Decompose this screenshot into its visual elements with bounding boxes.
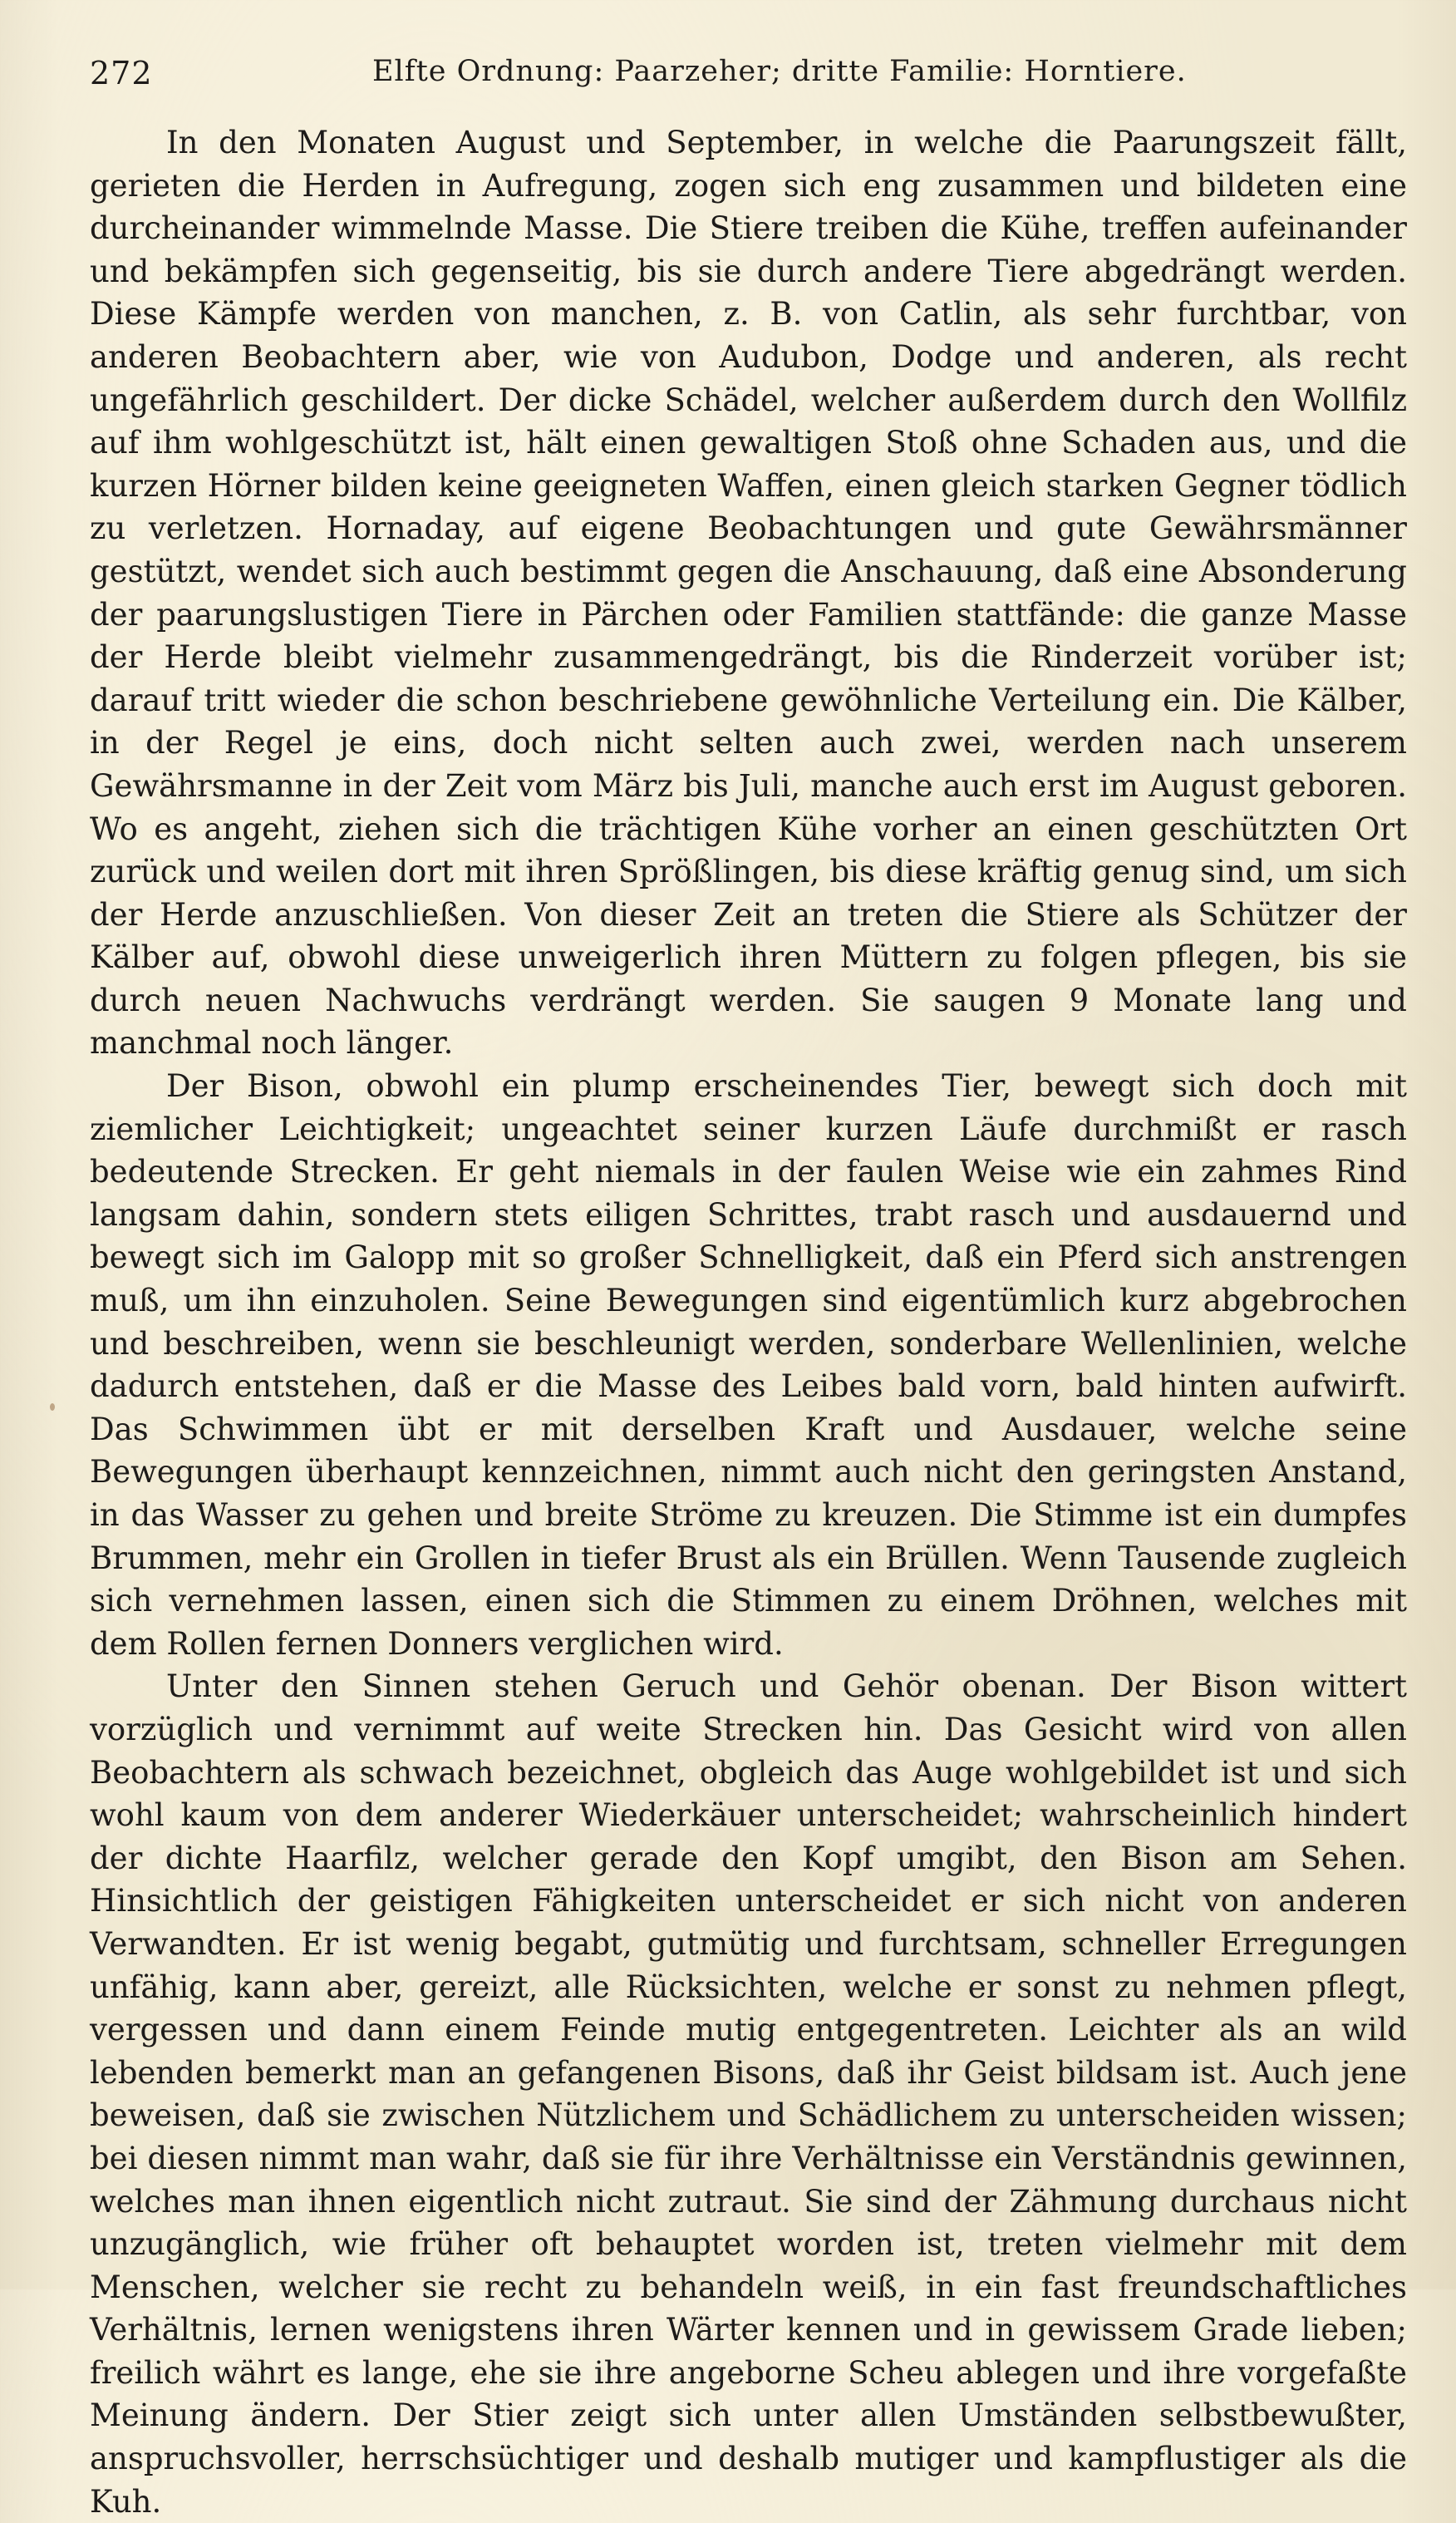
paragraph-senses-temperament: Unter den Sinnen stehen Geruch und Gehör obenan. Der Bison wittert vorzüglich und vernimmt auf weite Strecken hin. Das Gesicht wird von allen Beobachtern als schwach bezeichnet, obgleich das Auge wohlgebildet ist und sich wohl kaum von dem anderer Wiederkäuer unterscheidet; wahrscheinlich hindert der dichte Haarfilz, welcher gerade den Kopf umgibt, den Bison am Sehen. Hinsichtlich der geistigen Fähigkeiten unterscheidet er sich nicht von anderen Verwandten. Er ist wenig begabt, gutmütig und furchtsam, schneller Erregungen unfähig, kann aber, gereizt, alle Rücksichten, welche er sonst zu nehmen pflegt, vergessen und dann einem Feinde mutig entgegentreten. Leichter als an wild lebenden bemerkt man an gefangenen Bisons, daß ihr Geist bildsam ist. Auch jene beweisen, daß sie zwischen Nützlichem und Schädlichem zu unterscheiden wissen; bei diesen nimmt man wahr, daß sie für ihre Verhältnisse ein Verständnis gewinnen, welches man ihnen eigentlich nicht zutraut. Sie sind der Zähmung durchaus nicht unzugänglich, wie früher oft behauptet worden ist, treten vielmehr mit dem Menschen, welcher sie recht zu behandeln weiß, in ein fast freundschaftliches Verhältnis, lernen wenigstens ihren Wärter kennen und in gewissem Grade lieben; freilich währt es lange, ehe sie ihre angeborne Scheu ablegen und ihre vorgefaßte Meinung ändern. Der Stier zeigt sich unter allen Umständen selbstbewußter, anspruchsvoller, herrschsüchtiger und deshalb mutiger und kampflustiger als die Kuh. [90, 1668, 1407, 2520]
page-number: 272 [90, 55, 153, 91]
paragraph-mating-season: In den Monaten August und September, in welche die Paarungszeit fällt, gerieten die Herden in Aufregung, zogen sich eng zusammen und bildeten eine durcheinander wimmelnde Masse. Die Stiere treiben die Kühe, treffen aufeinander und bekämpfen sich gegenseitig, bis sie durch andere Tiere abgedrängt werden. Diese Kämpfe werden von manchen, z. B. von Catlin, als sehr furchtbar, von anderen Beobachtern aber, wie von Audubon, Dodge und anderen, als recht ungefährlich geschildert. Der dicke Schädel, welcher außerdem durch den Wollfilz auf ihm wohlgeschützt ist, hält einen gewaltigen Stoß ohne Schaden aus, und die kurzen Hörner bilden keine geeigneten Waffen, einen gleich starken Gegner tödlich zu verletzen. Hornaday, auf eigene Beobachtungen und gute Gewährsmänner gestützt, wendet sich auch bestimmt gegen die Anschauung, daß eine Absonderung der paarungslustigen Tiere in Pärchen oder Familien stattfände: die ganze Masse der Herde bleibt vielmehr zusammengedrängt, bis die Rinderzeit vorüber ist; darauf tritt wieder die schon beschriebene gewöhnliche Verteilung ein. Die Kälber, in der Regel je eins, doch nicht selten auch zwei, werden nach unserem Gewährsmanne in der Zeit vom März bis Juli, manche auch erst im August geboren. Wo es angeht, ziehen sich die trächtigen Kühe vorher an einen geschützten Ort zurück und weilen dort mit ihren Sprößlingen, bis diese kräftig genug sind, um sich der Herde anzuschließen. Von dieser Zeit an treten die Stiere als Schützer der Kälber auf, obwohl diese unweigerlich ihren Müttern zu folgen pflegen, bis sie durch neuen Nachwuchs verdrängt werden. Sie saugen 9 Monate lang und manchmal noch länger. [90, 125, 1407, 1062]
running-head [90, 48, 1407, 106]
paragraph-locomotion-voice: Der Bison, obwohl ein plump erscheinendes Tier, bewegt sich doch mit ziemlicher Leichtigkeit; ungeachtet seiner kurzen Läufe durchmißt er rasch bedeutende Strecken. Er geht niemals in der faulen Weise wie ein zahmes Rind langsam dahin, sondern stets eiligen Schrittes, trabt rasch und ausdauernd und bewegt sich im Galopp mit so großer Schnelligkeit, daß ein Pferd sich anstrengen muß, um ihn einzuholen. Seine Bewegungen sind eigentümlich kurz abgebrochen und beschreiben, wenn sie beschleunigt werden, sonderbare Wellenlinien, welche dadurch entstehen, daß er die Masse des Leibes bald vorn, bald hinten aufwirft. Das Schwimmen übt er mit derselben Kraft und Ausdauer, welche seine Bewegungen überhaupt kennzeichnen, nimmt auch nicht den geringsten Anstand, in das Wasser zu gehen und breite Ströme zu kreuzen. Die Stimme ist ein dumpfes Brummen, mehr ein Grollen in tiefer Brust als ein Brüllen. Wenn Tausende zugleich sich vernehmen lassen, einen sich die Stimmen zu einem Dröhnen, welches mit dem Rollen fernen Donners verglichen wird. [90, 1068, 1407, 1662]
ink-speck [50, 1403, 55, 1411]
running-title: Elfte Ordnung: Paarzeher; dritte Familie: Horntiere. [372, 55, 1187, 88]
body-text [90, 121, 1407, 2523]
